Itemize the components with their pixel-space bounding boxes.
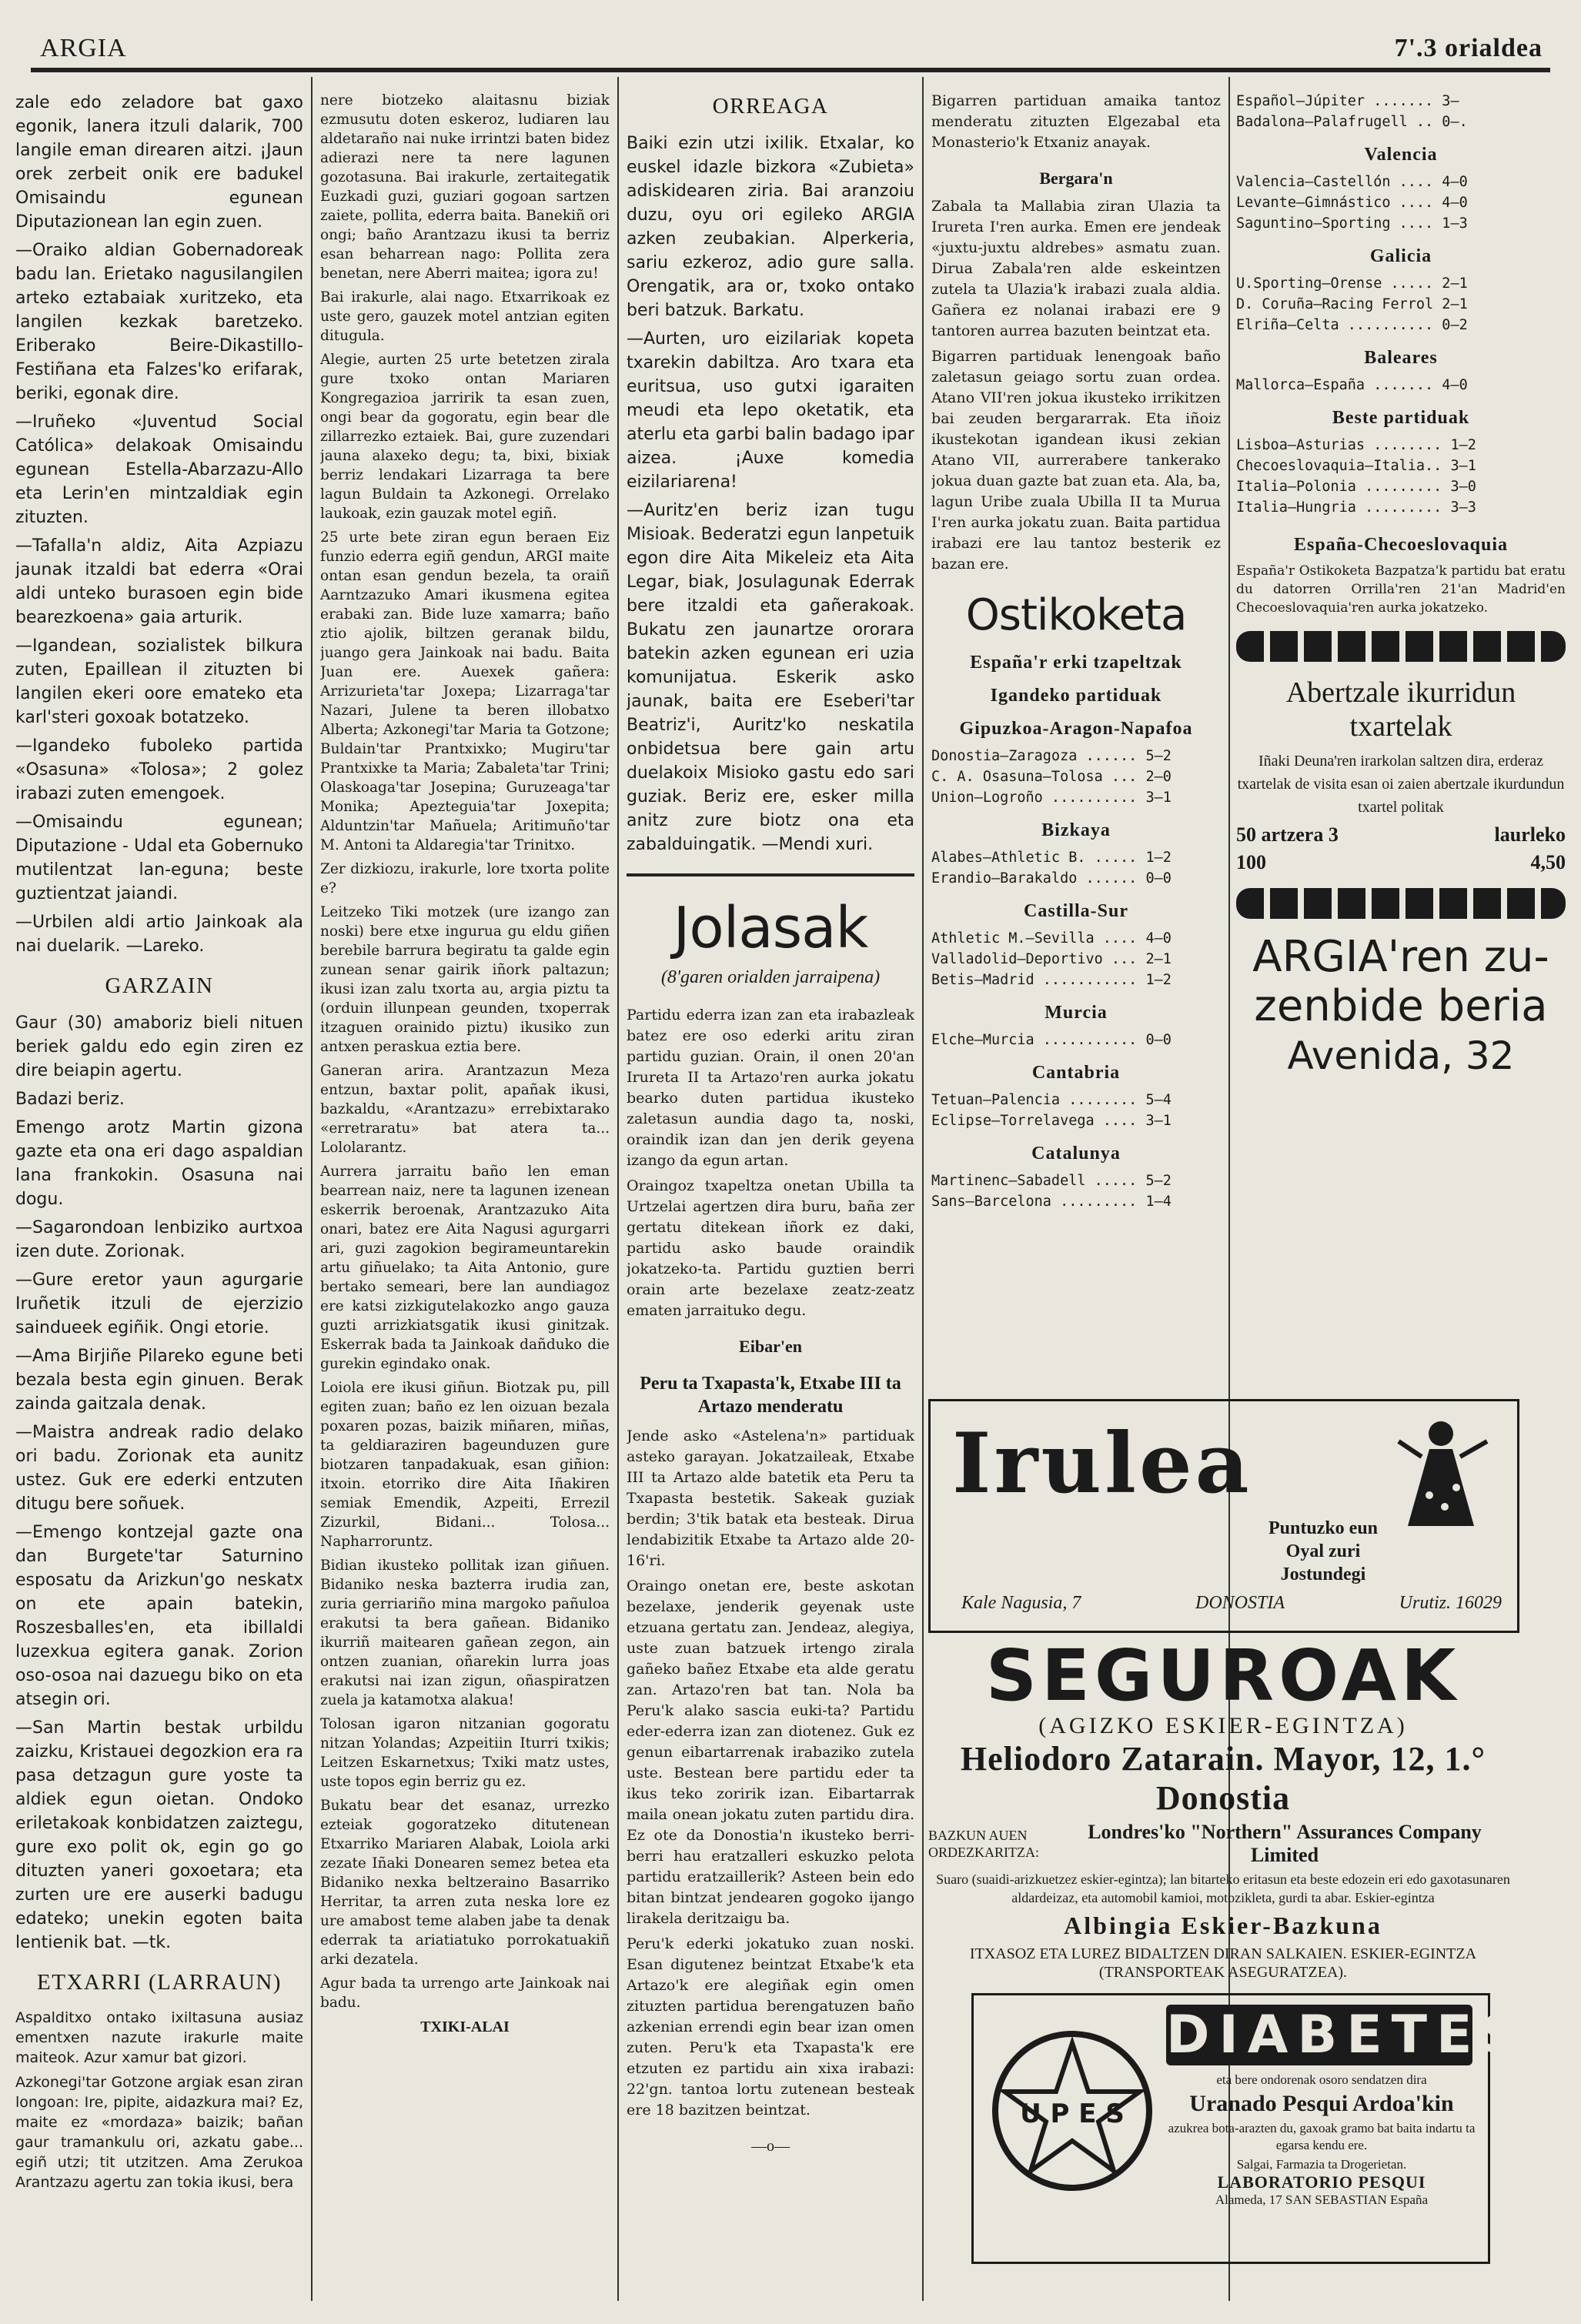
region-catalunya: Catalunya: [1031, 1144, 1121, 1164]
ad-irulea: [928, 1399, 1519, 1633]
region-espana-checo: España-Checoeslovaquia: [1293, 535, 1509, 555]
ad-argia-line: ARGIA'ren zu-: [1252, 932, 1549, 982]
irulea-title: Irulea: [952, 1415, 1252, 1512]
article-paragraph: Loiola ere ikusi giñun. Biotzak pu, pill egiten zuan; baño ez len oizuan bezala poxaren pozas, baizik miñaren, miñas, ta geldiaraziren bageunduzen gure biotzaren tanpadakuak, esan giñion: itxoin. etorriko dire Aita Iñakiren semiak Emendik, Azpeiti, Errezil Zizurkil, Bidani... Tolosa... Napharroruntz.: [320, 1380, 610, 1550]
article-paragraph: —Auritz'en beriz izan tugu Misioak. Bederatzi egun lanpetuik egon dire Aita Mikeleiz eta Aita Legar, biak, Josulagunak Ederrak bere itzaldi eta gañerakoak. Bukatu zen jaunartze ororara batekin azken egunean eri uzia komunijatua. Eskerik asko jaunak, baita ere Eseberi'tar Beatriz'i, Auritz'ko neskatila onbidetsua bere gain artu duelakoix Misioko gastu edo sari guziak. Beriz ere, esker milla anitz zure biotz ona eta zabalduingatik. —Mendi xuri.: [627, 501, 914, 854]
section-heading-orreaga: ORREAGA: [712, 94, 829, 119]
author-signature: TXIKI-ALAI: [420, 2018, 510, 2035]
championship-title: España'r erki tzapeltzak: [970, 653, 1182, 673]
result-line: C. A. Osasuna—Tolosa ... 2—0: [931, 769, 1172, 785]
star-logo-letters: U P E S: [1020, 2099, 1125, 2129]
ad-price-row: [1236, 823, 1566, 846]
col1-paras-a: [15, 91, 303, 958]
article-paragraph: Oraingoz txapeltza onetan Ubilla ta Urtzelai agertzen dira buru, baña zer gertatu ditekean iñork ez daki, partidu asko baude oraindik jokatzeko-ta. Partidu guztien berri orain arte bezelaxe zeatz-zeatz ematen jarraituko degu.: [627, 1177, 914, 1319]
column-5: [1236, 91, 1566, 1385]
section-heading-etxarri: ETXARRI (LARRAUN): [37, 1970, 282, 1995]
diabetes-line: azukrea bota-arazten du, gaxoak gramo bat baita indartu ta egarsa kendu ere.: [1168, 2121, 1476, 2152]
result-line: Donostia—Zaragoza ...... 5—2: [931, 748, 1172, 764]
sunday-matches-title: Igandeko partiduak: [990, 686, 1162, 706]
ad-price-label: 100: [1236, 851, 1266, 873]
end-separator: —o—: [751, 2138, 790, 2155]
article-paragraph: Bidian ikusteko pollitak izan giñuen. Bidaniko neska bazterra irudia zan, zuria gerriariño mina margoko pañuloa erakutsi ta bera gañean. Bidaniko ikurriñ maitearen gañean zegon, ain ontzen zuanian, oñarekin lurra joas erakutsi nai izan zigun, oñaspiratzen zuela ja katamotxa alakua!: [320, 1558, 610, 1708]
result-line: Valencia—Castellón .... 4—0: [1236, 174, 1468, 190]
article-paragraph: 25 urte bete ziran egun beraen Eiz funzio ederra egiñ gendun, ARGI maite ontan esan gendun bezela, ta oraiñ Aarntzazuko Amari ikusmena egitea erabaki zan. Bide luze xamarra; baño ztio ajolik, biltzen geranak bildu, juango gera Jainkoak nai badu. Baita Juan ere. Auexek gañera: Arrizurieta'tar Joxepa; Lizarraga'tar Nazari, Julene ta beren illobatxo Alberta; Azkonegi'tar Maria ta Gotzone; Buldain'tar Prantxixko; Mugiru'tar Prantxixke ta Maria; Zabaleta'tar Trini; Olaskoaga'tar Josepina; Guruzeaga'tar Monika; Apezteguia'tar Joxepita; Alduntzin'tar Mañuela; Aritimuño'tar M. Antoni ta Aldaregia'tar Trinitxo.: [320, 529, 610, 853]
result-line: Valladolid—Deportivo ... 2—1: [931, 951, 1172, 967]
article-paragraph: Peru'k ederki jokatuko zuan noski. Esan digutenez beintzat Etxabe'k eta Artazo'k ere alegiñak egin omen zituzten partidua berengatuzen baño azkenian errendi egin bear izan omen zuten. Peru'k eta Txapasta'k ere etzuten ez partidu ain xixa irabazi: 22'gn. tantoa lortu zutenean besteak ere 18 bazitzen beintzat.: [627, 1935, 914, 2119]
result-line: Union—Logroño .......... 3—1: [931, 790, 1172, 806]
diabetes-lab: LABORATORIO PESQUI: [1217, 2172, 1426, 2192]
diabetes-product: Uranado Pesqui Ardoa'kin: [1189, 2091, 1454, 2116]
decorative-border: [1236, 631, 1566, 662]
article-paragraph: Leitzeko Tiki motzek (ure izango zan noski) bere etxe ingurua gu eldu giñen berebile barrura begiratu ta galde egin zunean senar gairik iñork paltazun; ikusi izan zalu txorta au, argia piztu ta (orduin illunpean geunden, txoperrak itzaguen orainido piztu) ikusiko zun antxen peraskua eztia bere.: [320, 904, 610, 1055]
result-line: Elche—Murcia ........... 0—0: [931, 1032, 1172, 1048]
diabetes-line: eta bere ondorenak osoro sendatzen dira: [1216, 2072, 1427, 2087]
ad-argia-address: [1236, 933, 1566, 1080]
region-cantabria: Cantabria: [1031, 1063, 1121, 1083]
irulea-line: Puntuzko eun: [1268, 1518, 1379, 1538]
ad-diabetes: [971, 1993, 1529, 2264]
star-logo-icon: [988, 2026, 1157, 2195]
column-1: [15, 91, 303, 2309]
seguroak-subtitle: (AGIZKO ESKIER-EGINTZA): [1038, 1713, 1408, 1738]
article-paragraph: —Tafalla'n aldiz, Aita Azpiazu jaunak itzaldi bat ederra «Orai aldi unteko burasoen egin bide bearezkoena» gaia arturik.: [15, 536, 303, 627]
article-paragraph: nere biotzeko alaitasnu biziak ezmusutu doten eskeroz, ludiaren lau aldetaraño nai nuke irrintzi baten bidez adierazi nere ta nere lagunen gozotasuna. Bai irakurle, zertaitegatik Euzkadi guzi, guziari gogoan sartzen zaiete, pollita, ederra baita. Banekiñ ori ongi; baño Arantzazu ikusi ta berriz esan beharrean nago: Pollita zera benetan, nere Aberri maitea; igora zu!: [320, 92, 610, 282]
article-paragraph: España'r Ostikoketa Bazpatza'k partidu bat eratu du datorren Orrilla'ren 21'an Madrid'en Checoeslovaquia'ren aurka jokatzeko.: [1236, 563, 1566, 616]
article-paragraph: —Maistra andreak radio delako ori badu. Zorionak eta aunitz ustez. Guk ere ederki entzuten ditugu bere soñuek.: [15, 1423, 303, 1514]
result-line: Martinenc—Sabadell ..... 5—2: [931, 1173, 1172, 1189]
result-line: Badalona—Palafrugell .. 0—.: [1236, 114, 1468, 130]
col1-paras-b: [15, 1011, 303, 1955]
jolasak-subheading: (8'garen orialden jarraipena): [660, 967, 881, 987]
ad-ikurdun-text: Iñaki Deuna'ren irarkolan saltzen dira, erderaz txartelak de visita esan oi zaien abertzale ikurdundun txartel politak: [1237, 753, 1565, 816]
article-paragraph: —Omisaindu egunean; Diputazione - Udal eta Gobernuko mutilentzat lan-eguna; beste guztientzat jaiandi.: [15, 813, 303, 903]
masthead: [31, 26, 1550, 65]
article-paragraph: Bigarren partiduan amaika tantoz menderatu zituzten Elgezabal eta Monasterio'k Etxaniz anayak.: [931, 92, 1221, 151]
article-paragraph: Emengo arotz Martin gizona gazte eta ona eri dago aspaldian lana frankokin. Osasuna nai dogu.: [15, 1118, 303, 1209]
section-heading-garzain: GARZAIN: [105, 973, 214, 998]
seguroak-company: Londres'ko "Northern" Assurances Company Limited: [1088, 1821, 1482, 1866]
decorative-border: [1236, 888, 1566, 919]
seguroak-agent: Heliodoro Zatarain. Mayor, 12, 1.° Donostia: [960, 1740, 1486, 1817]
article-paragraph: —Oraiko aldian Gobernadoreak badu lan. Erietako nagusilangilen arteko eztabaiak xuritzeko, eta langilen kezkak baretzeko. Eriberako Beire-Dikastillo-Festiñana eta Falzes'ko erifarak, beriki, egonak dire.: [15, 241, 303, 403]
region-bizkaya: Bizkaya: [1041, 820, 1111, 840]
diabetes-text: [1166, 2072, 1477, 2208]
ad-ikurdun-title: Abertzale ikurridun txartelak: [1285, 676, 1516, 743]
ad-argia-line: Avenida, 32: [1287, 1033, 1515, 1078]
article-paragraph: Agur bada ta urrengo arte Jainkoak nai badu.: [320, 1975, 610, 2011]
article-paragraph: —Gure eretor yaun agurgarie Iruñetik itzuli de ejerzizio saindueek egiñik. Ongi etorie.: [15, 1271, 303, 1337]
article-paragraph: Alegie, aurten 25 urte betetzen zirala gure txoko ontan Mariaren Kongregazioa jarririk ta esan zuen, ongi bear da gogoratu, egin bear dle zillarrezko eztaiek. Bai, gure zuzendari jauna alaxeko degu; ta, bixi, bixiak berriz lendakari Lizarraga ta bere lagun Buldain ta Azkonegi. Orrelako laukoak, ezin gauzak motel egiñ.: [320, 352, 610, 522]
seguroak-transport: ITXASOZ ETA LUREZ BIDALTZEN DIRAN SALKAIEN. ESKIER-EGINTZA (TRANSPORTEAK ASEGURATZEA).: [969, 1945, 1477, 1981]
article-paragraph: —Aurten, uro eizilariak kopeta txarekin dabiltza. Aro txara eta euritsua, uso gutxi igaraiten meudi eta lepo oketatik, eta aterlu eta garbi balin badago ipar aizea. ¡Auxe komedia eizilariarena!: [627, 329, 914, 492]
seguroak-company-row: [928, 1821, 1518, 1867]
article-paragraph: Badazi beriz.: [15, 1090, 125, 1109]
irulea-city: DONOSTIA: [1195, 1593, 1285, 1613]
irulea-footer: [961, 1593, 1502, 1614]
article-paragraph: Partidu ederra izan zan eta irabazleak batez ere oso ederki aritu ziran partidu guzian. Orain, il onen 20'an Irureta II ta Artazo'ren aurka jokatu bearko duten partidua ikusteko zaletasun aundia dago ta, noski, oraindik izan dan jen derik geyena izango da egun artan.: [627, 1007, 914, 1169]
article-paragraph: —Igandeko fuboleko partida «Osasuna» «Tolosa»; 2 golez irabazi zuten emengoek.: [15, 736, 303, 803]
article-paragraph: Baiki ezin utzi ixilik. Etxalar, ko euskel idazle bizkora «Zubieta» adiskidearen ziria. Bai aranzoiu duzu, oyu ori egileko ARGIA azken zeubakian. Alperkeria, sariu ezkeroz, adio gure salla. Orengatik, ara or, txoko ontako beri batzuk. Barkatu.: [627, 134, 914, 320]
result-line: Lisboa—Asturias ........ 1—2: [1236, 437, 1476, 453]
page-number: 7'.3 orialdea: [1394, 34, 1543, 62]
column-3: [627, 91, 914, 2309]
irulea-address: Kale Nagusia, 7: [961, 1593, 1081, 1613]
article-paragraph: Bai irakurle, alai nago. Etxarrikoak ez uste gero, gauzek motel antzian egiten ditugula.: [320, 289, 610, 344]
article-paragraph: Zer dizkiozu, irakurle, lore txorta polite e?: [320, 861, 610, 897]
seguroak-albingia: Albingia Eskier-Bazkuna: [1064, 1912, 1382, 1939]
result-line: Mallorca—España ....... 4—0: [1236, 377, 1468, 393]
diabetes-title: DIABETES: [1166, 2005, 1529, 2065]
article-paragraph: Aspalditxo ontako ixiltasuna ausiaz ementxen nazute irakurle maite maiteok. Azur xamur bat gizori.: [15, 2009, 303, 2066]
column-4: [931, 91, 1221, 1385]
article-paragraph: Aurrera jarraitu baño len eman bearrean naiz, nere ta lagunen izenean eskerrik beroenak, Arantzazuko Aita onari, batez ere Aita Nagusi agurgarri ari, guzi zagokion begirameuntarekin artu giñuelako; ta Aita Antonio, gure bertako semeari, bere lan aundiagoz ere katsi zizkigutelakozko ango gauza guzti arrizkiatsgatik ikusi ginitzak. Eskerrak bada ta Jainkoak dañduko die gurekin egindako onak.: [320, 1164, 610, 1372]
result-line: Alabes—Athletic B. ..... 1—2: [931, 850, 1172, 866]
article-paragraph: —Sagarondoan lenbiziko aurtxoa izen dute. Zorionak.: [15, 1218, 303, 1261]
seguroak-title: SEGUROAK: [985, 1634, 1461, 1717]
article-paragraph: Tolosan igaron nitzanian gogoratu nitzan Yolandas; Azpeitiin Iturri txikis; Leitzen Eskarnetxus; Txiki matz ustes, uste topos egin berriz gu ez.: [320, 1716, 610, 1790]
result-line: Checoeslovaquia—Italia.. 3—1: [1236, 458, 1476, 474]
article-paragraph: Ganeran arira. Arantzazun Meza entzun, baxtar polit, apañak ikusi, bazkaldu, «Arantzazu» errebixtarako «erretraratu» bat atera ta... Lololarantz.: [320, 1063, 610, 1156]
result-line: D. Coruña—Racing Ferrol 2—1: [1236, 296, 1468, 312]
section-rule: [627, 873, 914, 877]
result-line: Erandio—Barakaldo ...... 0—0: [931, 870, 1172, 887]
region-galicia: Galicia: [1369, 246, 1432, 266]
ad-price-label: 50 artzera 3: [1236, 823, 1339, 846]
region-baleares: Baleares: [1364, 348, 1438, 368]
article-paragraph: Zabala ta Mallabia ziran Ulazia ta Irureta I'ren aurka. Emen ere jendeak «juxtu-juxtu aldrebes» asmatu zuan. Dirua Zabala'ren alde eskeintzen zutela ta Ulazia'k irabazi zuala aldia. Gañera ez nolanai irabazi ere 9 tantoren aurrea bazuten beintzat eta.: [931, 198, 1221, 339]
irulea-phone: Urutiz. 16029: [1399, 1593, 1502, 1613]
masthead-rule: [31, 68, 1550, 72]
section-heading-eibar: Eibar'en: [739, 1337, 802, 1356]
irulea-line: Oyal zuri: [1285, 1541, 1361, 1561]
diabetes-address: Alameda, 17 SAN SEBASTIAN España: [1215, 2192, 1429, 2207]
result-line: U.Sporting—Orense ..... 2—1: [1236, 275, 1468, 292]
article-paragraph: —Emengo kontzejal gazte ona dan Burgete'tar Saturnino esposatu da Arizkun'go neskatx on ete apain batekin, Roszesballes'en, eta ibillaldi luzexkua egitera ganak. Zorion oso-osoa nai dazuegu biko on eta atsegin ori.: [15, 1523, 303, 1709]
jolasak-heading: Jolasak: [673, 895, 868, 961]
column-2: [320, 91, 610, 2309]
article-paragraph: —Urbilen aldi artio Jainkoak ala nai duelarik. —Lareko.: [15, 913, 303, 956]
article-paragraph: —Iruñeko «Juventud Social Católica» delakoak Omisaindu egunean Estella-Abarzazu-Allo eta Lerin'en mintzaldiak egin zituzten.: [15, 412, 303, 527]
result-line: Italia—Polonia ......... 3—0: [1236, 479, 1476, 495]
article-paragraph: Gaur (30) amaboriz bieli nituen beriek galdu edo egin ziren ez dire beiapin agertu.: [15, 1013, 303, 1080]
seguroak-bazkun: BAZKUN AUEN ORDEZKARITZA:: [928, 1828, 1039, 1860]
col3-paras-b: [627, 1005, 914, 1321]
section-heading-bergara: Bergara'n: [1039, 169, 1113, 188]
irulea-line: Jostundegi: [1280, 1564, 1366, 1584]
article-paragraph: Bukatu bear det esanaz, urrezko ezteiak gogoratzeko ditutenean Etxarriko Mariaren Alabak, Loiola arki zezate Iñaki Donearen semez betea eta Bidaniko nexka beltzeraino Basarriko Herritar, ta arren zuta neska lore ez ure amabost teme alaben jabe ta denak ederrak ta ariatiatuko porrokatuakiñ arki dezatela.: [320, 1798, 610, 1968]
seguroak-desc: Suaro (suaidi-arizkuetzez eskier-egintza); lan bitarteko eritasun eta beste edozein eri edo gaxotasunaren aldardeizaz, eta automobil kamioi, motozikleta, gurdi ta abar. Eskier-egintza: [936, 1872, 1510, 1905]
ad-price-row: [1236, 851, 1566, 874]
result-line: Saguntino—Sporting .... 1—3: [1236, 215, 1468, 232]
column-divider: [311, 77, 313, 2301]
article-paragraph: —Ama Birjiñe Pilareko egune beti bezala besta egin ginuen. Berak zainda gaitzala denak.: [15, 1347, 303, 1414]
article-paragraph: —San Martin bestak urbildu zaizku, Kristauei degozkion era ra pasa detzagun gure yoste ta aldiek egun oietan. Ondoko eriletakoak konbidatzen zaiztegu, gure exo polit ok, egin go go dituzten yaneri goxoetara; eta zurten ure ere auserki badugu edateko; unekin egoten baita lentienik bat. —tk.: [15, 1718, 303, 1952]
article-paragraph: —Igandean, sozialistek bilkura zuten, Epaillean il zituzten bi langilen ekeri oore emateko eta karl'steri goxoak botatzeko.: [15, 636, 303, 727]
result-line: Elriña—Celta .......... 0—2: [1236, 317, 1468, 333]
article-paragraph: Bigarren partiduak lenengoak baño zaletasun geiago sortu zuan ordea. Atano VII'ren jokua ikusteko irrikitzen bai zeuden bergararrak. Eta iñoiz ikustekotan igandean ikusi zekian Atano VII, aurrerabere tankerako jokua duan gazte bat zuan eta. Ala, ba, lagun Uribe zuala Ubilla II ta Murua I'ren aurka jokatu zuan. Baita partidua irabazi ere lau tantoz besterik ez bazan ere.: [931, 348, 1221, 573]
result-line: Español—Júpiter ....... 3—: [1236, 93, 1459, 109]
col1-paras-c: [15, 2008, 303, 2192]
ostikoketa-heading: Ostikoketa: [965, 590, 1187, 640]
article-paragraph: Oraingo onetan ere, beste askotan bezelaxe, jenderik geyenak uste etzuana gertatu zan. Jendeaz, alegiya, uste zuan batzuek irtengo zirala gañeko bañez Etxabe eta alde geratu zan. Artazo'ren bat tan. Nola ba Peru'k alako sascia euki-ta? Partidu eder-ederra izan zan diotenez. Guk ez genun eibartarrenak irabaziko zutela uste. Bestean bere partidu eder ta ikus teko zoririk izan. Eibartarrak maila onean jokatu zuten partidu dira. Ez ote da Donostia'n ikusteko berri-berri hau eratzalleri eskuzko pelota partidu eratzaillerik? Asteen bein edo bitan bintzat jendearen gogoko ijango lirakela deritzaigu ba.: [627, 1578, 914, 1927]
ad-argia-line: zenbide beria: [1254, 981, 1548, 1031]
ad-price-value: laurleko: [1494, 823, 1566, 846]
match-headline: Peru ta Txapasta'k, Etxabe III ta Artazo menderatu: [640, 1374, 901, 1417]
result-line: Sans—Barcelona ......... 1—4: [931, 1194, 1172, 1210]
result-line: Betis—Madrid ........... 1—2: [931, 972, 1172, 988]
publication-name: ARGIA: [40, 34, 127, 62]
ad-price-value: 4,50: [1530, 851, 1566, 873]
column-divider: [617, 77, 619, 2301]
column-divider: [922, 77, 924, 2301]
result-line: Italia—Hungria ......... 3—3: [1236, 499, 1476, 516]
article-paragraph: Jende asko «Astelena'n» partiduak asteko garayan. Jokatzaileak, Etxabe III ta Artazo alde batetik eta Peru ta Txapasta bestetik. Sakeak guziak berdin; 3'tik batak eta besteak. Dirua lendabizitik Etxabe ta Artazo alde 20-16'ri.: [627, 1427, 914, 1569]
result-line: Eclipse—Torrelavega .... 3—1: [931, 1113, 1172, 1129]
region-beste: Beste partiduak: [1332, 408, 1470, 428]
region-gipuzkoa: Gipuzkoa-Aragon-Napafoa: [959, 719, 1193, 739]
diabetes-line: Salgai, Farmazia ta Drogerietan.: [1236, 2157, 1407, 2172]
result-line: Levante—Gimnástico .... 4—0: [1236, 195, 1468, 211]
result-line: Athletic M.—Sevilla .... 4—0: [931, 930, 1172, 947]
ad-seguroak: [928, 1634, 1518, 1981]
result-line: Tetuan—Palencia ........ 5—4: [931, 1092, 1172, 1108]
region-valencia: Valencia: [1364, 145, 1438, 165]
article-paragraph: Azkonegi'tar Gotzone argiak esan ziran longoan: Ire, pipite, aidazkura mai? Ez, maite ez «mordaza» baizik; bañan gaur tramankulu ori, azkatu gabe... egiñ utzi; tit utzitzen. Ama Zerukoa Arantzazu agertu zan tokia ikusi, bera: [15, 2074, 303, 2191]
region-murcia: Murcia: [1045, 1003, 1108, 1023]
region-castilla: Castilla-Sur: [1023, 901, 1128, 921]
seamstress-illustration-icon: [1383, 1411, 1499, 1549]
article-paragraph: zale edo zeladore bat gaxo egonik, lanera itzuli dalarik, 700 langile eman direaren aitzi. ¡Jaun orek zerbeit onik ere badukel Omisaindu egunean Diputazionean lan egin zuen.: [15, 93, 303, 232]
